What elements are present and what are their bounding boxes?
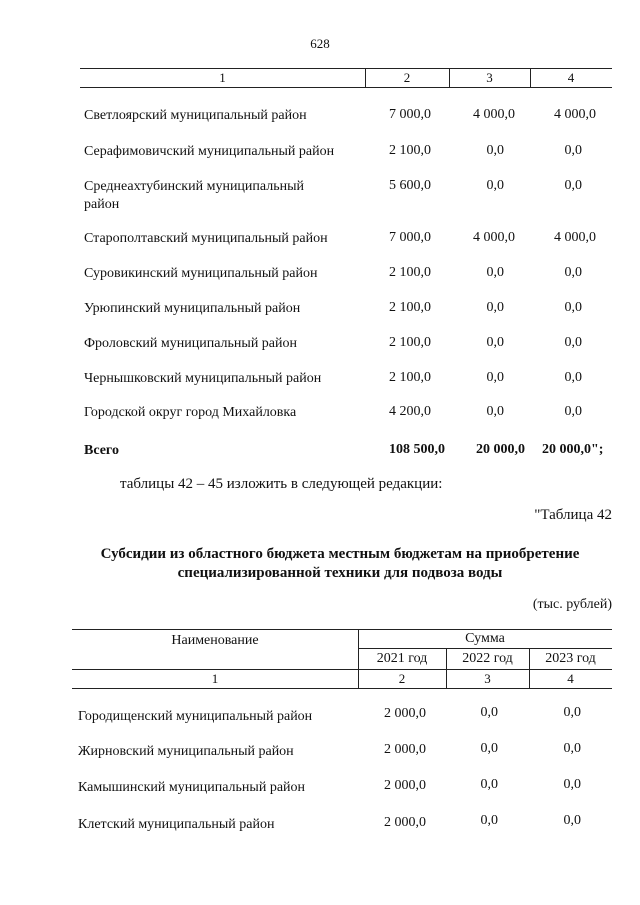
value-2023: 0,0 xyxy=(563,741,581,756)
value-2023: 4 000,0 xyxy=(554,107,596,122)
region-name: Городищенский муниципальный район xyxy=(78,709,313,724)
header-year-2023: 2023 год xyxy=(545,651,596,666)
value-2022: 4 000,0 xyxy=(473,230,515,245)
region-name: Фроловский муниципальный район xyxy=(84,336,298,351)
total-label: Всего xyxy=(84,443,119,458)
region-name: Урюпинский муниципальный район xyxy=(84,301,301,316)
region-name: Среднеахтубинский муниципальный район xyxy=(84,179,305,212)
column-number-4: 4 xyxy=(567,671,574,686)
value-2021: 4 200,0 xyxy=(389,404,431,419)
value-2022: 0,0 xyxy=(486,178,504,193)
total-2022: 20 000,0 xyxy=(476,442,525,457)
value-2022: 0,0 xyxy=(486,143,504,158)
value-2021: 7 000,0 xyxy=(389,230,431,245)
value-2021: 2 100,0 xyxy=(389,370,431,385)
value-2023: 0,0 xyxy=(564,143,582,158)
value-2022: 0,0 xyxy=(480,705,498,720)
value-2023: 0,0 xyxy=(564,178,582,193)
value-2021: 7 000,0 xyxy=(389,107,431,122)
unit-label: (тыс. рублей) xyxy=(532,597,612,612)
value-2021: 2 000,0 xyxy=(384,742,426,757)
header-year-2021: 2021 год xyxy=(376,651,428,666)
value-2021: 2 000,0 xyxy=(384,706,426,721)
amendment-instruction: таблицы 42 – 45 изложить в следующей редакции: xyxy=(120,476,443,492)
value-2021: 2 100,0 xyxy=(389,143,431,158)
value-2022: 0,0 xyxy=(486,335,504,350)
value-2023: 0,0 xyxy=(563,705,581,720)
column-header-2: 2 xyxy=(403,70,411,85)
value-2021: 2 100,0 xyxy=(389,335,431,350)
table-reference: "Таблица 42 xyxy=(534,507,612,523)
value-2022: 0,0 xyxy=(486,265,504,280)
column-number-2: 2 xyxy=(398,671,406,686)
budget-table-continuation xyxy=(80,68,612,468)
value-2022: 0,0 xyxy=(486,300,504,315)
region-name: Клетский муниципальный район xyxy=(78,817,275,832)
header-year-2022: 2022 год xyxy=(462,651,513,666)
value-2021: 2 000,0 xyxy=(384,778,426,793)
header-sum: Сумма xyxy=(465,631,505,646)
column-header-3: 3 xyxy=(486,70,493,85)
column-number-3: 3 xyxy=(484,671,491,686)
value-2022: 4 000,0 xyxy=(473,107,515,122)
region-name: Серафимовичский муниципальный район xyxy=(84,144,335,159)
total-2023: 20 000,0"; xyxy=(542,442,604,457)
region-name: Суровикинский муниципальный район xyxy=(84,266,318,281)
table-title: Субсидии из областного бюджета местным бюджетам на приобретение специализированной техники для подвоза воды xyxy=(100,546,580,581)
value-2022: 0,0 xyxy=(480,777,498,792)
value-2022: 0,0 xyxy=(480,741,498,756)
value-2023: 0,0 xyxy=(563,777,581,792)
value-2021: 5 600,0 xyxy=(389,178,431,193)
value-2021: 2 100,0 xyxy=(389,265,431,280)
value-2023: 4 000,0 xyxy=(554,230,596,245)
value-2023: 0,0 xyxy=(564,370,582,385)
total-2021: 108 500,0 xyxy=(389,442,445,457)
page-number: 628 xyxy=(310,36,330,51)
value-2022: 0,0 xyxy=(486,370,504,385)
value-2021: 2 000,0 xyxy=(384,815,426,830)
value-2023: 0,0 xyxy=(564,335,582,350)
value-2022: 0,0 xyxy=(480,813,498,828)
region-name: Светлоярский муниципальный район xyxy=(84,108,307,123)
value-2023: 0,0 xyxy=(564,404,582,419)
region-name: Чернышковский муниципальный район xyxy=(84,371,322,386)
column-number-1: 1 xyxy=(211,671,219,686)
column-header-4: 4 xyxy=(567,70,575,85)
subsidy-table xyxy=(72,629,612,849)
region-name: Старополтавский муниципальный район xyxy=(84,231,328,246)
value-2022: 0,0 xyxy=(486,404,504,419)
value-2023: 0,0 xyxy=(563,813,581,828)
value-2023: 0,0 xyxy=(564,300,582,315)
column-header-1: 1 xyxy=(219,70,226,85)
region-name: Камышинский муниципальный район xyxy=(78,780,306,795)
region-name: Жирновский муниципальный район xyxy=(78,744,294,759)
header-name: Наименование xyxy=(171,633,259,648)
value-2023: 0,0 xyxy=(564,265,582,280)
region-name: Городской округ город Михайловка xyxy=(84,405,297,420)
value-2021: 2 100,0 xyxy=(389,300,431,315)
